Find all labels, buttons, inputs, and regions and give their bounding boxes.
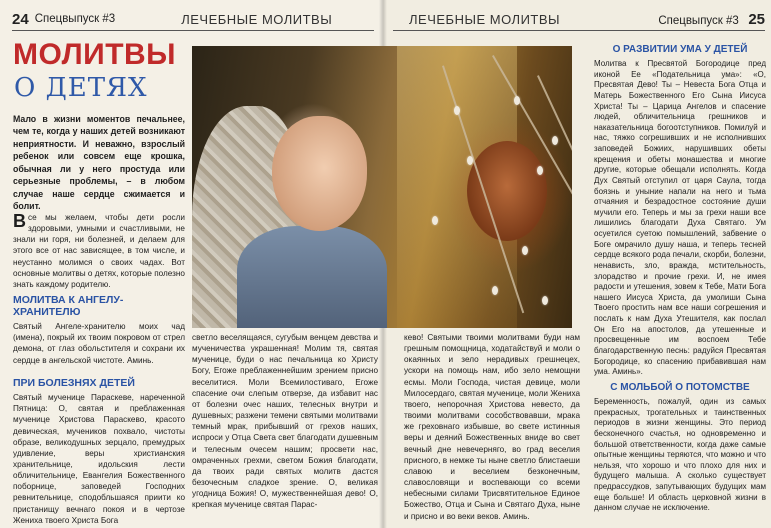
section-mind-development (594, 44, 766, 378)
section-guardian-angel (13, 294, 185, 366)
intro-paragraph: Мало в жизни моментов печальнее, чем те, когда у наших детей возникают неприятности. И неважно, взрослый ребенок или совсем еще крошка, обычная ли у него простуда или серьезные проблемы, – в любом случае наше сердце сжимается и болит. (13, 114, 185, 212)
photo-girl-praying-icon (192, 46, 572, 328)
section-label: ЛЕЧЕБНЫЕ МОЛИТВЫ (409, 11, 561, 27)
header-rule (393, 30, 765, 31)
section-label: ЛЕЧЕБНЫЕ МОЛИТВЫ (181, 11, 333, 27)
section-text: Беременность, пожалуй, один из самых прекрасных, трогательных и таинственных периодов в жизни женщины. Это период бесконечного счастья, но одновременно и большой ответственности, когда даже самые опытные женщины теряются, что можно и что нельзя, что хорошо и что плохо для них и будущего малыша. А сколько существует предрассудков, запутывающих будущих мам еще больше! И область церковной жизни в данном случае не исключение. (594, 397, 766, 513)
section-heading: МОЛИТВА К АНГЕЛУ-ХРАНИТЕЛЮ (13, 294, 124, 319)
article-subtitle: О ДЕТЯХ (14, 73, 148, 103)
issue-label: Спецвыпуск #3 (658, 14, 739, 27)
lead-text: се мы желаем, чтобы дети росли здоровыми, умными и счастливыми, не знали ни горя, ни болезней, и делаем для этого все от нас зависящее, в том числе, и неустанно молимся о своих чадах. Вот основные молитвы о детях, которые полезно знать каждому родителю. (13, 213, 185, 289)
section-heading: О РАЗВИТИИ УМА У ДЕТЕЙ (612, 44, 748, 55)
right-running-header (409, 8, 765, 30)
section-heading: ПРИ БОЛЕЗНЯХ ДЕТЕЙ (13, 377, 135, 389)
section-heading: С МОЛЬБОЙ О ПОТОМСТВЕ (610, 382, 750, 393)
column-b-text: светло веселящаяся, сугубым венцем девства и мученичества украшенная! Молим тя, святая мученице, буди о нас печальница ко Христу Богу, Егоже преблаженнейшим зрением присно веселитися. Моли Всемилостиваго, Егоже спасение очи слепым отверзе, да избавит нас от болезни очес наших, телесных внутри и душевных; разжени темени святыми молитвами темный мрак, прибывший от грехов наших, испроси у Отца Света свет благодати душевным и телесным очесем нашим; просвети нас, омраченных грехми, светом Божия благодати, да твоих ради святых молитв дастся безочесным сладкое зрение. О, великая угодница Божия! О, мужественнейшая дево! О, крепкая мученице святая Парас- (192, 333, 378, 510)
girl-face (272, 116, 367, 231)
column-c-text: кево! Святыми твоими молитвами буди нам грешным помощница, ходатайствуй и моли о окаянных и зело нерадивых грешнецех, ускори на помощь нам, ибо зело немощни есмы. Моли Господа, чистая девице, моли Милосердаго, святая мученице, моли Жениха твоего, непорочная Христова невесто, да твоими молитвами сособствовавши, мрака же греховнаго избывше, во свете истинныя веры и деяний Божественных вниде во свет вечный дне невечерняго, во град веселия присного, в немже ты ныне светло блистаеши славою и веселием безконечным, славословящи и воспевающи со всеми небесными силами Трисвятительное Единое Божество, Отца и Сына и Святаго Духа, ныне и присно и во веки веков. Аминь. (404, 333, 580, 521)
section-child-illness (13, 377, 185, 526)
dropcap: В (13, 211, 26, 231)
article-title: МОЛИТВЫ (13, 38, 177, 71)
section-text: Святый Ангеле-хранителю моих чад (имена), покрый их твоим покровом от стрел демона, от глаз обольстителя и сохрани их сердце в ангельской чистоте. Аминь. (13, 322, 185, 365)
lead-paragraph (13, 212, 185, 290)
issue-label: Спецвыпуск #3 (34, 13, 116, 25)
page-number: 24 (12, 10, 29, 28)
section-text: Святый мученице Параскеве, нареченной Пятница: О, святая и преблаженная мученице Христова Параскево, красото девическая, мучеников похвало, чистоты образе, великодушных зерцало, премудрых удивление, веры христианския хранительнице, идольския лести обличительнице, Евангелия Божественного поборнице, заповедей Господних ревнительнице, сподобльшаяся приити ко пристанищу вечнаго покоя и в чертозе Жениха твоего Христа Бога (13, 393, 185, 525)
page-number: 25 (748, 10, 765, 28)
section-offspring (594, 382, 766, 514)
icon-image (467, 141, 547, 241)
header-rule (12, 30, 374, 31)
left-running-header (12, 8, 332, 30)
section-text: Молитва к Пресвятой Богородице пред иконой Ее «Подательница ума»: «О, Пресвятая Дево! Ты – Невеста Бога Отца и Матерь Божественного Его Сына Иисуса Христа! Ты – Царица Ангелов и спасение людей, обличительница грешников и наказательница богоотступников. Помилуй и нас, тяжко согрешивших и не исполнивших заповедей Божиих, нарушивших обеты крещения и обеты монашества и многие другие, которые обещали исполнять. Когда Дух Святый отступил от царя Саула, тогда боязнь и уныние напали на него и тьма отчаяния и безрадостное состояние души мучили его. Теперь и мы за грехи наши все лишились благодати Духа Святаго. Ум осуетился суетою помышлений, забвение о Боге омрачило душу наша, и теперь тесней сердце всякого рода печали, скорби, болезни, ненависть, зло, вражда, мстительность, злорадство и прочие грехи. И, не имея радости и утешения, зовем к Тебе, Мати Бога нашего Иисуса Христа, да умолиши Сына Твоего простить нам все наши согрешения и послать к нам Духа Утешителя, как послал Он Его на апостолов, да утешенные и просвещенные им воспоем Тебе благодарственную песнь: радуйся Пресвятая Богородице, ко спасению прибавившая нам ума. Аминь». (594, 59, 766, 377)
